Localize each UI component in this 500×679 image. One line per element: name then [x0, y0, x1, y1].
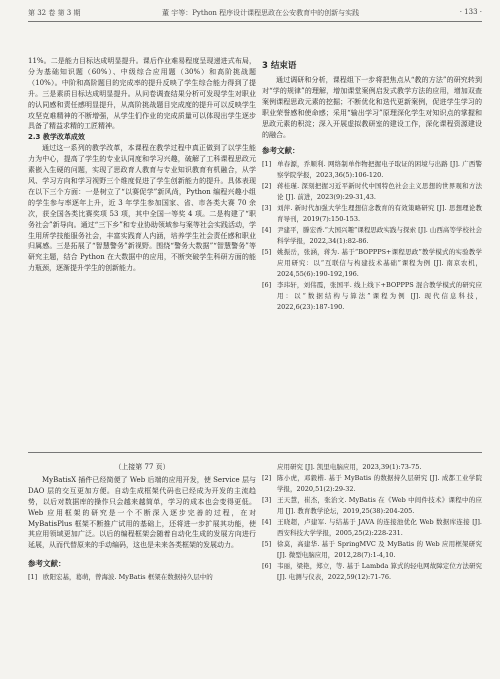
journal-issue: 第 32 卷 第 3 期	[28, 9, 81, 17]
subsection-heading: 2.3 教学改革成效	[28, 133, 85, 142]
continued-from-note: （上接第 77 页）	[114, 463, 170, 471]
reference-item: [6] 韦丽，梁艳，郑立，等. 基于 Lambda 算式的轻电网故障定位方法研究 [J]. 电测与仪表，2022,59(12):71-76.	[262, 562, 482, 581]
reference-item: [5] 姚振岳，张涵，蒋为. 基于“BOPPPS+课程思政”教学模式的实验教学应用研究：以“互联信与构建技术基础”课程为例 [J]. 南京农机，2024,55(6):190-192,196.	[262, 248, 482, 279]
section-heading: 3 结束语	[262, 61, 297, 71]
framework-paragraph: MyBatisX 插件已经简便了 Web 后端的应用开发，使 Service 层与 DAO 层的交互更加方便。自动生成框架代码也已经成为开发的主流趋势，以后对数据库的操作只会越来越简单，学习的成本也会变得更低。Web 应用框架的研究是一个不断深入逐步完善的过程，在对 MyBatisPlus 框架不断推广试用的基础上，还将进一步扩展其功能，使其应用领域更加广泛。以后的编程框架会随着自动化生成的发展方向进行延展，从而代替原来的手动编码，这也是未来各类框架的发展动力。	[28, 475, 256, 550]
conclusion-paragraph: 通过调研和分析，课程组下一步将把焦点从“教的方法”的研究转到对“学的规律”的理解，增加课堂案例启发式教学方法的应用，增加双查案例课程思政元素的挖掘；不断优化和迭代更新案例，促进学生学习的职业荣誉感和使命感；采用“输出学习”原理深化学生对知识点的掌握和思政元素的积淀；深入开展虚拟教研室的建设工作，深化课程资源建设的融合。	[262, 76, 482, 139]
lower-left-column	[28, 462, 256, 583]
reference-item: [3] 刘萍. 新时代加强大学生理想信念教育的有效策略研究 [J]. 思想理论教育导刊，2019(7):150-153.	[262, 204, 482, 224]
running-title: 董 宇等：Python 程序设计课程思政在公安教育中的创新与实践	[162, 9, 360, 17]
reference-item: [2] 蒋桂瑾. 深刻把握习近平新时代中国特色社会主义思想的世界观和方法论 [J]. 前进，2023(9):29-31,43.	[262, 182, 482, 202]
page-number: · 133 ·	[459, 8, 482, 16]
article-divider	[28, 452, 482, 453]
reference-item: 应用研究 [J]. 凯里电脑应用，2023,39(1):73-75.	[277, 463, 422, 471]
references-heading: 参考文献：	[28, 559, 66, 569]
reference-list	[262, 159, 482, 313]
running-header	[28, 8, 482, 20]
reference-item: [4] 王晓超，卢建军. 与结基于 JAVA 的连接池优化 Web 数据库连接 [J]. 西安科技大学学报，2005,25(2):228-231.	[262, 518, 482, 537]
upper-left-column	[28, 56, 256, 274]
reference-item: [5] 徐莫，高建华. 基于 SpringMVC 及 MyBatis 的 Web 应用框架研究 [J]. 微型电脑应用，2012,28(7):1-4,10.	[262, 540, 482, 559]
upper-right-column	[262, 58, 482, 313]
reference-item: [1] 单春源，乔顺利. 网络制单作物把握电子取证的困境与出路 [J]. 广西警察学院学报，2023,36(5):106-120.	[262, 160, 482, 180]
header-rule	[28, 21, 482, 22]
reform-paragraph: 通过这一系列的教学改革，本课程在教学过程中真正做到了以学生能力为中心，提高了学生的专业认同度和学习兴趣，破解了工科课程思政元素嵌入生硬的问题，实现了思政育人教育与专业知识教育有机融合，从学风、学习方向和学习视野三个维度促进了学生创新能力的提升。具体表现在以下三个方面：一是树立了“以赛促学”新风尚，Python 编程兴趣小组的学生参与率逐年上升，近 3 年学生参加国家、省、市各类大赛 70 余次，获全国各类比赛奖项 53 项，其中全国一等奖 4 项。二是构建了“职务社会”新导向。通过“三下乡”和专业协助领域参与案等社会实践活动，学生用所学技能服务社会，丰富实践育人内涵，培养学生社会责任感和职业归属感。三是拓展了“智慧警务”新视野。围绕“警务大数据”“智慧警务”等研究主题，结合 Python 在大数据中的应用，不断突破学生科研方面的能力瓶颈，逐渐提升学生的创新能力。	[28, 144, 256, 273]
reference-item: [4] 尹建平，滕宏香.“大国兴趣”课程思政实践与探索 [J]. 山西高等学校社会科学学报，2022,34(1):82-86.	[262, 226, 482, 246]
reference-item: [2] 陈小虎，邓毅楷. 基于 MyBatis 的数据持久层研究 [J]. 成都工业学院学报，2020,51(2):29-32.	[262, 474, 482, 493]
lower-right-column	[262, 462, 482, 583]
reference-item: [6] 李玮轩，刘伟霞，张国平. 线上线下+BOPPPS 混合教学模式的研究应用：以“数据结构与算法”课程为例 [J]. 现代信息科技，2022,6(23):187-190.	[262, 281, 482, 312]
results-paragraph: 11%。二是能力目标达成明显提升。课后作业难易程度呈现递进式布局，分为基础知识题（60%）、中级综合应用题（30%）和高阶挑战题（10%）。中阶和高阶题目的完成率的提升反映了学生综合能力得到了提升。三是素质目标达成明显提升。从问卷调查结果分析可发现学生对职业的认同感和责任感明显提升，从高阶挑战题目完成度的提升可以反映学生攻坚克难精神的不断增强，从学生们作业的完成质量可以体现出学生逐步具备了精益求精的工匠精神。	[28, 57, 256, 131]
reference-item: [3] 王天慧，崔杰，张治文. MyBatis 在《Web 中间件技术》课程中的应用 [J]. 教育教学论坛，2019,25(38):204-205.	[262, 496, 482, 515]
references-heading: 参考文献：	[262, 146, 300, 156]
reference-item: [1] 欧阳宏基，葛萌，曾海波. MyBatis 框架在数据持久层中的	[28, 573, 213, 582]
